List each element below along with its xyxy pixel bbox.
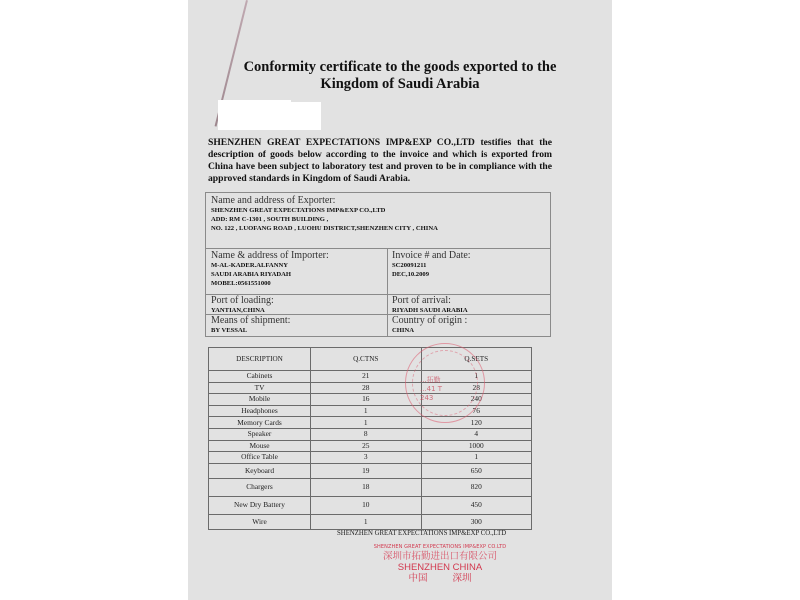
shipment-cell: [208, 314, 293, 336]
importer-line: M-AL-KADER.ALFANNY: [211, 262, 288, 269]
goods-table-row: [209, 514, 532, 529]
signer-company: SHENZHEN GREAT EXPECTATIONS IMP&EXP CO.,LTD: [337, 530, 507, 537]
goods-table-row: [209, 452, 532, 464]
goods-table-row: [209, 405, 532, 417]
cell-description: Mobile: [209, 394, 311, 406]
cell-qctns: 21: [311, 371, 421, 383]
cell-qsets: 650: [421, 463, 532, 478]
cell-qctns: 1: [311, 514, 421, 529]
title-line-2: Kingdom of Saudi Arabia: [320, 76, 480, 92]
seal-line-city: SHENZHEN CHINA: [397, 562, 483, 573]
exporter-line: NO. 122 , LUOFANG ROAD , LUOHU DISTRICT,SHENZHEN CITY , CHINA: [211, 225, 438, 232]
cell-qctns: 25: [311, 440, 421, 452]
cell-description: Keyboard: [209, 463, 311, 478]
cell-qctns: 18: [311, 478, 421, 496]
cell-qsets: 450: [421, 496, 532, 514]
intro-paragraph: SHENZHEN GREAT EXPECTATIONS IMP&EXP CO.,LTD testifies that the description of goods below according to the invoice and which is exported from China have been subject to laboratory test and proven to be in compliance with the approved standards in Kingdom of Saudi Arabia.: [208, 137, 552, 184]
origin-label: Country of origin :: [392, 315, 468, 326]
cell-qctns: 16: [311, 394, 421, 406]
port-loading-value: YANTIAN,CHINA: [211, 307, 265, 314]
cell-description: Mouse: [209, 440, 311, 452]
invoice-date: DEC,10.2009: [392, 271, 429, 278]
cell-qsets: 120: [421, 417, 532, 429]
stamp-text-line: ...拓勤: [420, 376, 441, 384]
port-arrival-value: RIYADH SAUDI ARABIA: [392, 307, 468, 314]
stamp-text-line: ...41 T: [420, 385, 443, 393]
cell-qsets: 1000: [421, 440, 532, 452]
cell-qsets: 4: [421, 428, 532, 440]
cell-qsets: 820: [421, 478, 532, 496]
cell-qctns: 1: [311, 405, 421, 417]
goods-table-row: [209, 440, 532, 452]
exporter-label: Name and address of Exporter:: [211, 195, 336, 206]
goods-table-row: [209, 478, 532, 496]
exporter-line: ADD: RM C-1301 , SOUTH BUILDING ,: [211, 216, 329, 223]
port-loading-label: Port of loading:: [211, 295, 274, 306]
shipment-value: BY VESSAL: [211, 327, 248, 334]
shipment-info-table: [205, 192, 551, 337]
cell-qsets: 300: [421, 514, 532, 529]
goods-table-row: [209, 496, 532, 514]
cell-qctns: 10: [311, 496, 421, 514]
goods-table-row: [209, 371, 532, 383]
company-seal: [360, 544, 520, 584]
title-line-1: Conformity certificate to the goods exported to the: [243, 59, 557, 75]
cell-description: Memory Cards: [209, 417, 311, 429]
origin-value: CHINA: [392, 327, 414, 334]
exporter-line: SHENZHEN GREAT EXPECTATIONS IMP&EXP CO.,LTD: [211, 207, 386, 214]
seal-line-chinese-city: 中国 深圳: [408, 573, 472, 584]
cell-qctns: 3: [311, 452, 421, 464]
column-divider: [387, 248, 388, 336]
invoice-cell: [389, 249, 474, 280]
importer-line: SAUDI ARABIA RIYADAH: [211, 271, 291, 278]
cell-description: Chargers: [209, 478, 311, 496]
cell-description: Wire: [209, 514, 311, 529]
cell-qsets: 1: [421, 371, 532, 383]
cell-description: Office Table: [209, 452, 311, 464]
importer-cell: [208, 249, 332, 289]
importer-line: MOBEL:0561551000: [211, 280, 271, 287]
goods-table-row: [209, 417, 532, 429]
invoice-label: Invoice # and Date:: [392, 250, 471, 261]
redacted-block: [218, 102, 321, 130]
goods-table-row: [209, 428, 532, 440]
seal-line-english-small: SHENZHEN GREAT EXPECTATIONS IMP&EXP CO.LTD: [373, 544, 507, 550]
header-qsets: Q.SETS: [421, 348, 532, 371]
header-qctns: Q.CTNS: [311, 348, 421, 371]
document-title: [200, 59, 600, 93]
cell-qctns: 28: [311, 382, 421, 394]
cell-qsets: 76: [421, 405, 532, 417]
port-arrival-label: Port of arrival:: [392, 295, 451, 306]
cell-qsets: 240: [421, 394, 532, 406]
goods-table-header: [209, 348, 532, 371]
port-arrival-cell: [389, 294, 471, 316]
port-loading-cell: [208, 294, 277, 316]
cell-qctns: 19: [311, 463, 421, 478]
cell-description: TV: [209, 382, 311, 394]
goods-table-row: [209, 463, 532, 478]
cell-description: Speaker: [209, 428, 311, 440]
invoice-number: SC20091211: [392, 262, 427, 269]
cell-qctns: 1: [311, 417, 421, 429]
goods-table-row: [209, 394, 532, 406]
stamp-text-line: 243: [420, 394, 434, 402]
importer-label: Name & address of Importer:: [211, 250, 329, 261]
shipment-label: Means of shipment:: [211, 315, 291, 326]
cell-description: New Dry Battery: [209, 496, 311, 514]
cell-qsets: 1: [421, 452, 532, 464]
exporter-cell: [208, 194, 441, 234]
cell-description: Cabinets: [209, 371, 311, 383]
goods-table: [208, 347, 532, 530]
cell-qctns: 8: [311, 428, 421, 440]
seal-line-chinese-name: 深圳市拓勤进出口有限公司: [382, 551, 497, 562]
goods-table-row: [209, 382, 532, 394]
header-description: DESCRIPTION: [209, 348, 311, 371]
cell-qsets: 28: [421, 382, 532, 394]
origin-cell: [389, 314, 470, 336]
cell-description: Headphones: [209, 405, 311, 417]
stamp-text: [420, 376, 442, 403]
